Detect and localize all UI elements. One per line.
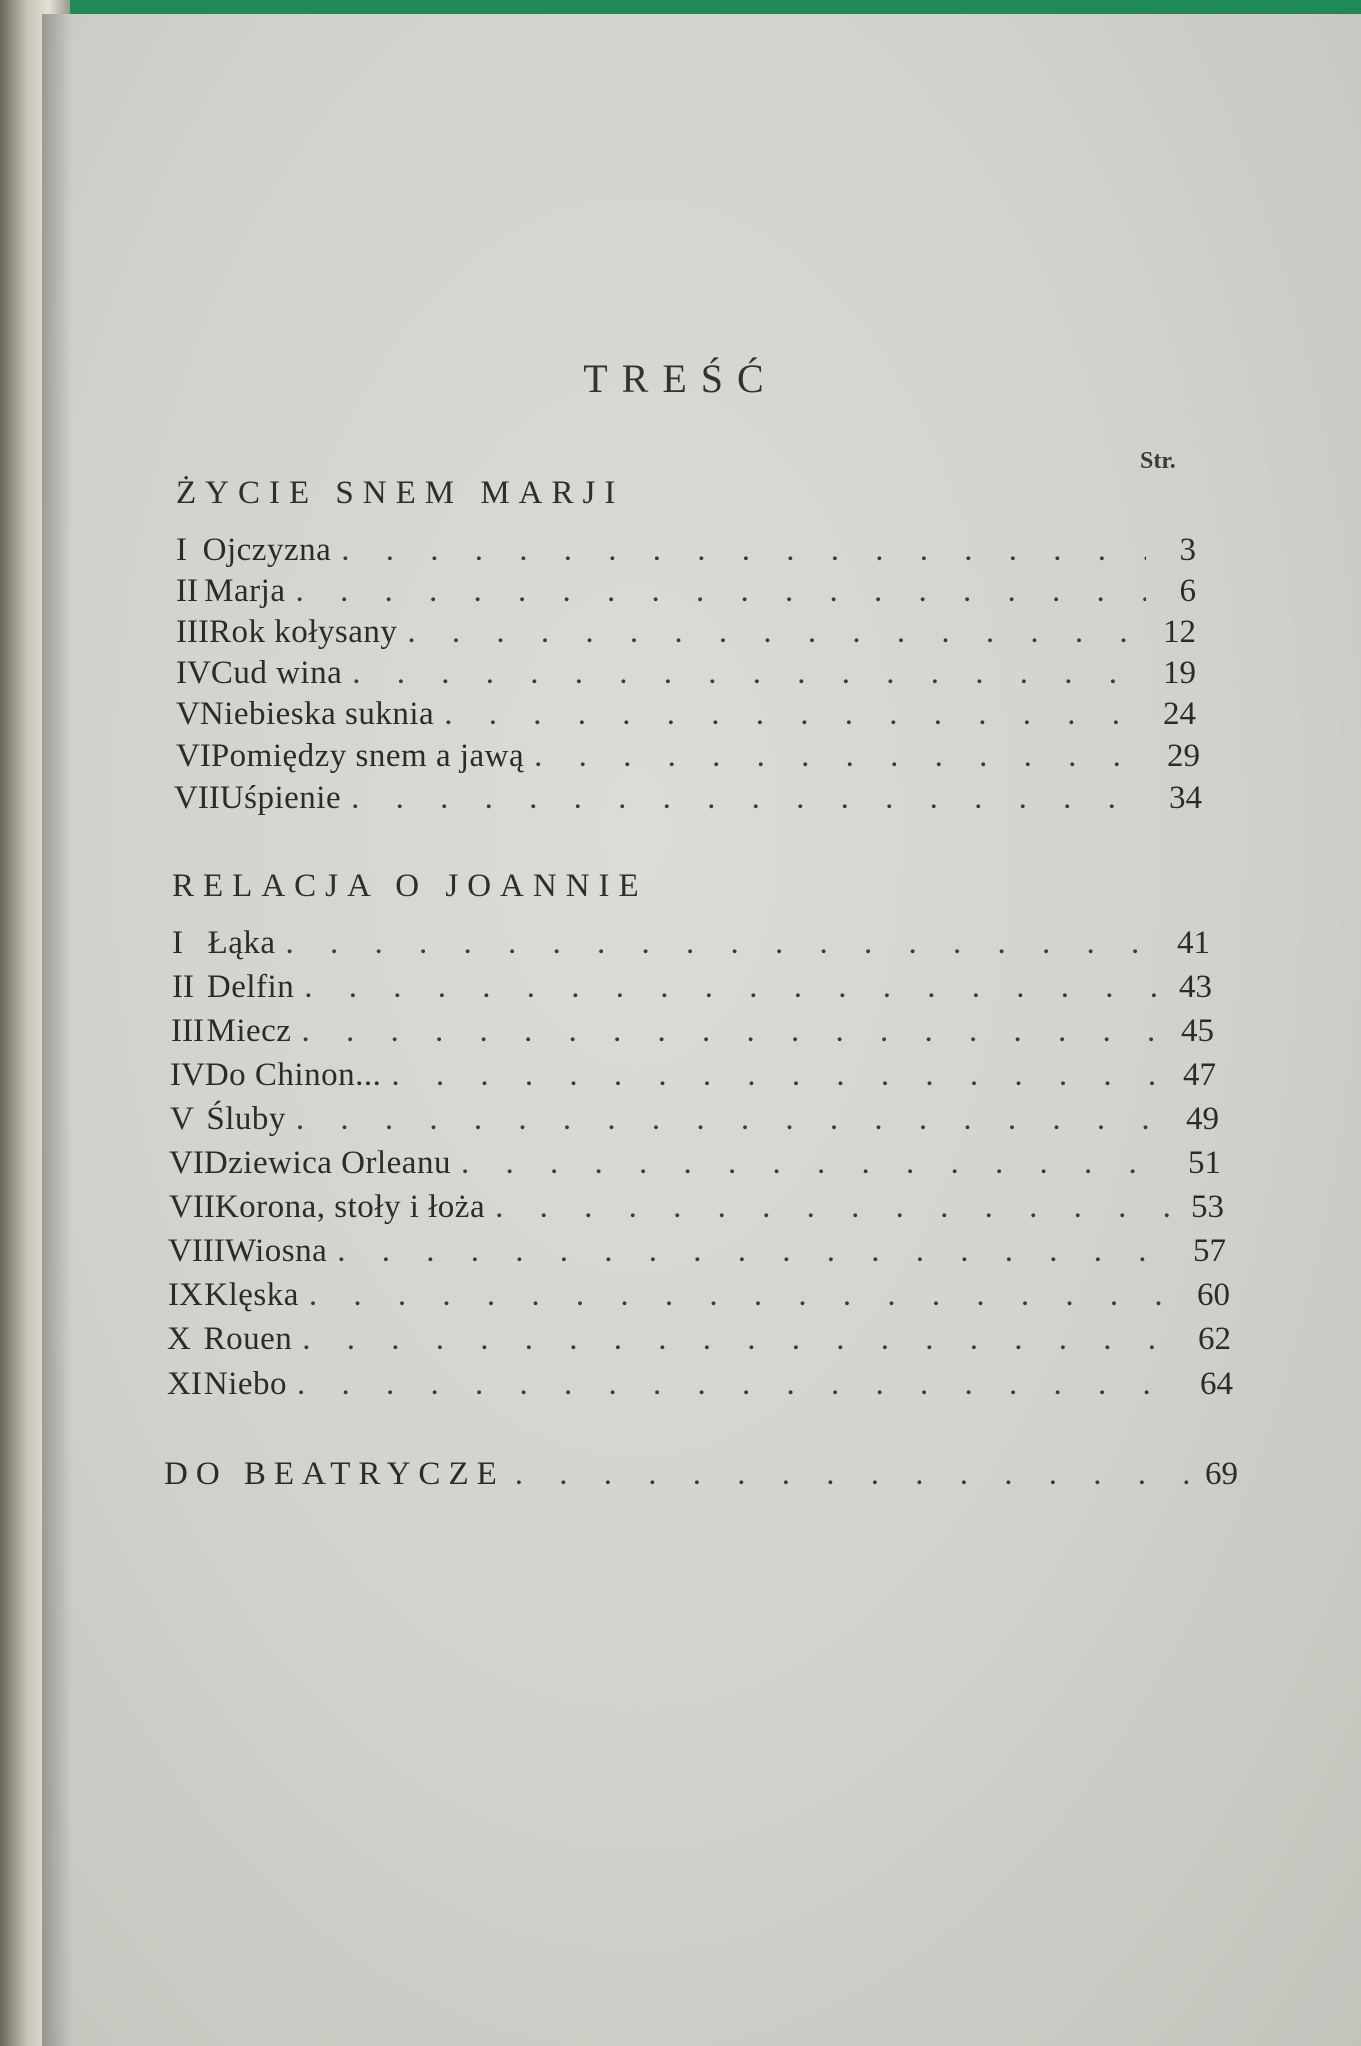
- entry-label: Łąka: [207, 925, 276, 961]
- entry-page: 6: [1179, 573, 1196, 609]
- page-column-label: Str.: [1140, 448, 1176, 474]
- entry-label: Klęska: [204, 1277, 299, 1313]
- toc-entry: [167, 1366, 1233, 1410]
- entry-number: IV: [170, 1057, 205, 1093]
- toc-entry: [170, 1101, 1219, 1145]
- entry-label: Do Chinon...: [204, 1057, 382, 1093]
- toc-entry: [176, 696, 1196, 740]
- entry-number: IX: [168, 1277, 203, 1313]
- entry-page: 43: [1179, 969, 1212, 1005]
- entry-page: 19: [1163, 655, 1196, 691]
- entry-label: Rouen: [203, 1321, 293, 1357]
- toc-entry: [167, 1321, 1231, 1365]
- toc-entry: [168, 1233, 1226, 1277]
- entry-label: Uśpienie: [219, 780, 342, 816]
- entry-page: 51: [1188, 1145, 1221, 1181]
- entry-number: VII: [174, 780, 220, 816]
- entry-page: 12: [1163, 614, 1196, 650]
- entry-label: Ojczyzna: [202, 532, 332, 568]
- entry-page: 64: [1200, 1366, 1233, 1402]
- dot-leader: [302, 1321, 1181, 1358]
- entry-number: V: [170, 1101, 194, 1137]
- dot-leader: [391, 1057, 1166, 1094]
- dot-leader: [304, 969, 1162, 1006]
- entry-label: Marja: [204, 573, 286, 609]
- entry-number: X: [167, 1321, 191, 1357]
- entry-page: 69: [1205, 1456, 1238, 1492]
- toc-entry: [172, 969, 1212, 1013]
- entry-number: I: [172, 925, 183, 961]
- entry-label: Korona, stoły i łoża: [214, 1189, 486, 1225]
- dot-leader: [295, 573, 1146, 610]
- page-gutter-shadow: [42, 14, 72, 2046]
- entry-number: VII: [169, 1189, 215, 1225]
- entry-page: 29: [1167, 738, 1200, 774]
- entry-page: 62: [1198, 1321, 1231, 1357]
- entry-number: III: [171, 1013, 204, 1049]
- toc-entry: [171, 1013, 1214, 1057]
- toc-entry: [172, 925, 1210, 969]
- dot-leader: [296, 1101, 1169, 1138]
- entry-label: Miecz: [206, 1013, 292, 1049]
- entry-label: Cud wina: [210, 655, 343, 691]
- entry-page: 49: [1186, 1101, 1219, 1137]
- entry-number: II: [176, 573, 198, 609]
- dot-leader: [461, 1145, 1171, 1182]
- dot-leader: [309, 1277, 1180, 1314]
- entry-label: Delfin: [206, 969, 295, 1005]
- entry-page: 57: [1193, 1233, 1226, 1269]
- page-title: TREŚĆ: [583, 356, 778, 401]
- dot-leader: [341, 532, 1146, 569]
- dot-leader: [352, 655, 1146, 692]
- entry-number: I: [176, 532, 187, 568]
- toc-entry: [169, 1189, 1224, 1233]
- toc-entry: [176, 655, 1196, 699]
- dot-leader: [515, 1456, 1188, 1493]
- dot-leader: [444, 696, 1146, 733]
- entry-number: III: [176, 614, 209, 650]
- toc-entry: [169, 1145, 1221, 1189]
- toc-entry-final: [164, 1456, 1238, 1500]
- entry-number: IV: [176, 655, 211, 691]
- dot-leader: [297, 1366, 1183, 1403]
- entry-number: VI: [169, 1145, 204, 1181]
- toc-entry: [176, 614, 1196, 658]
- entry-page: 41: [1177, 925, 1210, 961]
- dot-leader: [351, 780, 1152, 817]
- entry-number: VIII: [168, 1233, 225, 1269]
- dot-leader: [495, 1189, 1174, 1226]
- entry-label: Dziewica Orleanu: [203, 1145, 451, 1181]
- toc-entry: [176, 738, 1200, 782]
- dot-leader: [301, 1013, 1164, 1050]
- dot-leader: [534, 738, 1150, 775]
- entry-page: 53: [1191, 1189, 1224, 1225]
- entry-page: 34: [1169, 780, 1202, 816]
- entry-number: V: [176, 696, 200, 732]
- entry-label: Niebieska suknia: [199, 696, 435, 732]
- entry-label: Pomiędzy snem a jawą: [210, 738, 525, 774]
- entry-page: 47: [1183, 1057, 1216, 1093]
- toc-entry: [168, 1277, 1230, 1321]
- dot-leader: [337, 1233, 1176, 1270]
- entry-label: Wiosna: [224, 1233, 328, 1269]
- entry-page: 45: [1181, 1013, 1214, 1049]
- entry-label: Niebo: [203, 1366, 288, 1402]
- entry-page: 60: [1197, 1277, 1230, 1313]
- entry-page: 24: [1163, 696, 1196, 732]
- entry-number: XI: [167, 1366, 202, 1402]
- entry-number: VI: [176, 738, 211, 774]
- toc-entry: [176, 532, 1196, 576]
- dot-leader: [286, 925, 1160, 962]
- entry-page: 3: [1179, 532, 1196, 568]
- toc-entry: [174, 780, 1202, 824]
- dot-leader: [407, 614, 1146, 651]
- section-heading: ŻYCIE SNEM MARJI: [176, 475, 625, 511]
- entry-label: Śluby: [206, 1101, 286, 1137]
- entry-label: Rok kołysany: [208, 614, 398, 650]
- toc-entry: [176, 573, 1196, 617]
- entry-number: II: [172, 969, 194, 1005]
- entry-label: DO BEATRYCZE: [164, 1456, 505, 1492]
- section-heading: RELACJA O JOANNIE: [172, 868, 648, 904]
- toc-entry: [170, 1057, 1216, 1101]
